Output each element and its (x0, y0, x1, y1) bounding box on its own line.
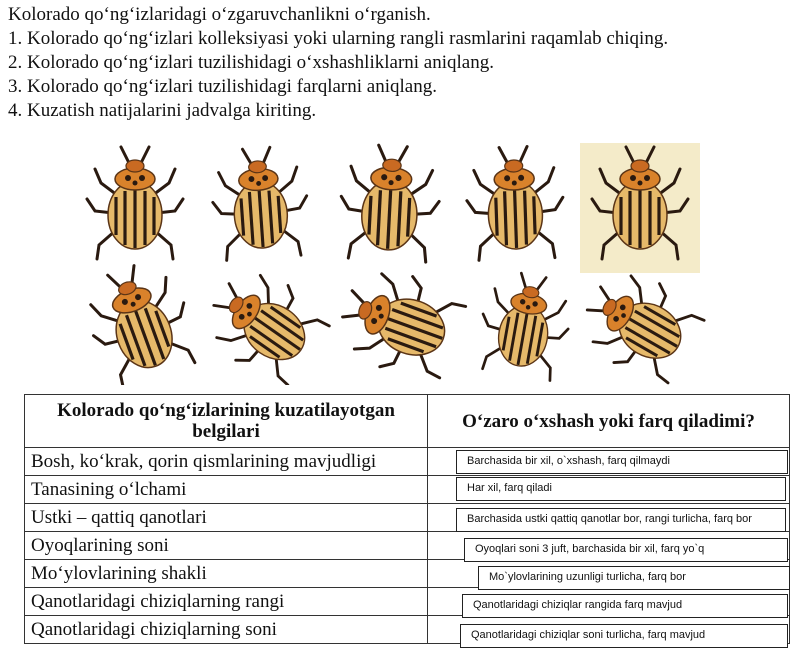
instruction-step-2: 2. Kolorado qo‘ng‘izlari tuzilishidagi o‘xshashliklarni aniqlang. (8, 52, 494, 73)
feature-cell: Qanotlaridagi chiziqlarning soni (25, 616, 428, 644)
answer-textbox[interactable]: Mo`ylovlarining uzunligi turlicha, farq bor (478, 566, 790, 590)
answer-textbox[interactable]: Barchasida ustki qattiq qanotlar bor, rangi turlicha, farq bor (456, 508, 786, 532)
feature-cell: Tanasining o‘lchami (25, 476, 428, 504)
answer-textbox[interactable]: Qanotlaridagi chiziqlar soni turlicha, farq mavjud (460, 624, 788, 648)
table-header-comparison: O‘zaro o‘xshash yoki farq qiladimi? (428, 395, 790, 448)
feature-cell: Ustki – qattiq qanotlari (25, 504, 428, 532)
answer-textbox[interactable]: Qanotlaridagi chiziqlar rangida farq mavjud (462, 594, 788, 618)
feature-cell: Qanotlaridagi chiziqlarning rangi (25, 588, 428, 616)
answer-textbox[interactable]: Har xil, farq qiladi (456, 477, 786, 501)
answer-textbox[interactable]: Oyoqlari soni 3 juft, barchasida bir xil, farq yo`q (464, 538, 788, 562)
beetle-illustrations (80, 135, 720, 385)
answer-textbox[interactable]: Barchasida bir xil, o`xshash, farq qilmaydi (456, 450, 788, 474)
table-header-row (25, 395, 790, 448)
feature-cell: Mo‘ylovlarining shakli (25, 560, 428, 588)
instruction-step-4: 4. Kuzatish natijalarini jadvalga kiriting. (8, 100, 317, 121)
feature-cell: Oyoqlarining soni (25, 532, 428, 560)
worksheet-title: Kolorado qo‘ng‘izlaridagi o‘zgaruvchanlikni o‘rganish. (8, 4, 431, 25)
table-header-features: Kolorado qo‘ng‘izlarining kuzatilayotgan belgilari (25, 395, 428, 448)
instruction-step-3: 3. Kolorado qo‘ng‘izlari tuzilishidagi farqlarni aniqlang. (8, 76, 437, 97)
instruction-step-1: 1. Kolorado qo‘ng‘izlari kolleksiyasi yoki ularning rangli rasmlarini raqamlab chiqing. (8, 28, 669, 49)
feature-cell: Bosh, ko‘krak, qorin qismlarining mavjudligi (25, 448, 428, 476)
